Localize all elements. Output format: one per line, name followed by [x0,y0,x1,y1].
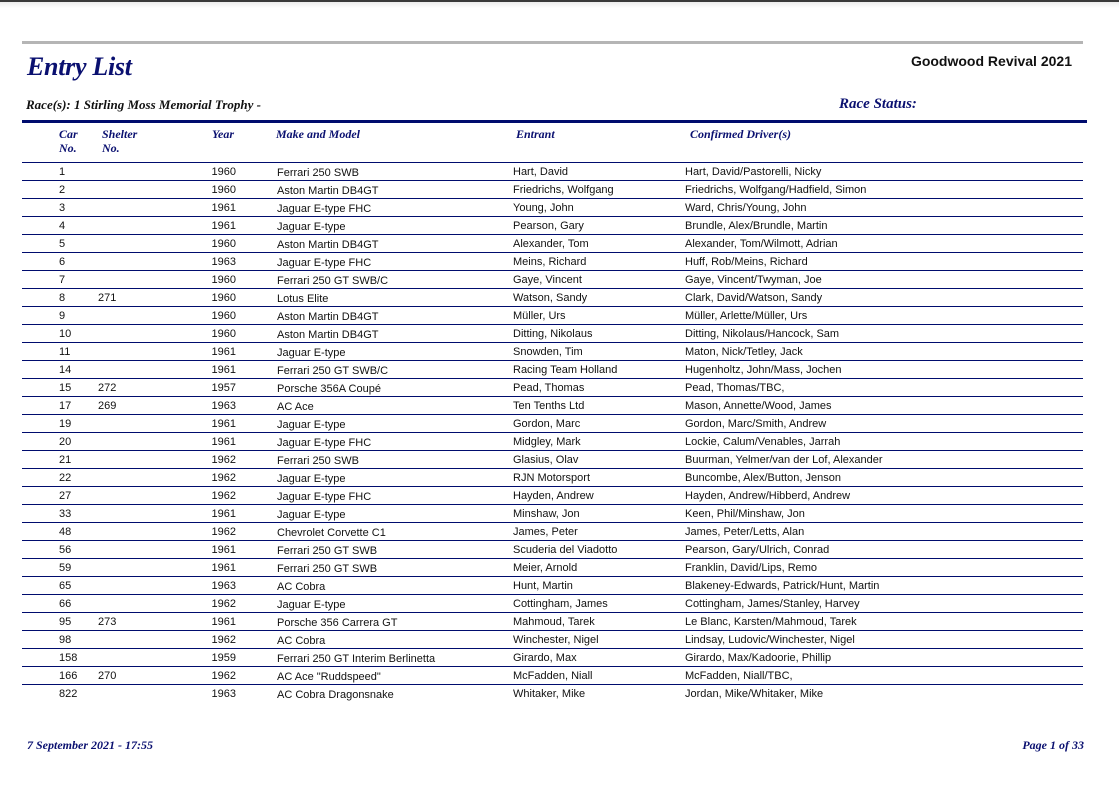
confirmed-drivers-cell: James, Peter/Letts, Alan [685,526,805,538]
car-number-cell: 2 [59,184,66,196]
confirmed-drivers-cell: Maton, Nick/Tetley, Jack [685,346,803,358]
make-model-cell: AC Ace [277,401,314,413]
car-number-cell: 19 [59,418,72,430]
year-cell: 1962 [211,454,236,466]
make-model-cell: Jaguar E-type [277,419,346,431]
confirmed-drivers-cell: McFadden, Niall/TBC, [685,670,793,682]
entrant-cell: Scuderia del Viadotto [513,544,618,556]
table-row [22,559,1083,577]
make-model-cell: Jaguar E-type FHC [277,257,372,269]
entrant-cell: Racing Team Holland [513,364,618,376]
entrant-cell: Hunt, Martin [513,580,573,592]
make-model-cell: Jaguar E-type [277,347,346,359]
table-row [22,163,1083,181]
year-cell: 1961 [211,544,236,556]
make-model-cell: Jaguar E-type [277,473,346,485]
table-row [22,487,1083,505]
shelter-number-cell: 270 [98,670,117,682]
car-number-cell: 20 [59,436,72,448]
table-row [22,433,1083,451]
car-number-cell: 22 [59,472,72,484]
confirmed-drivers-cell: Clark, David/Watson, Sandy [685,292,823,304]
column-header-entrant: Entrant [516,127,555,141]
race-name: Race(s): 1 Stirling Moss Memorial Trophy - [26,97,261,112]
car-number-cell: 166 [59,670,78,682]
make-model-cell: Ferrari 250 GT SWB/C [277,275,389,287]
entrant-cell: Meins, Richard [513,256,587,268]
year-cell: 1962 [211,490,236,502]
make-model-cell: AC Ace "Ruddspeed" [277,671,381,683]
car-number-cell: 8 [59,292,66,304]
make-model-cell: Jaguar E-type [277,221,346,233]
car-number-cell: 3 [59,202,66,214]
table-row [22,325,1083,343]
page-number: Page 1 of 33 [1022,738,1084,752]
year-cell: 1961 [211,418,236,430]
year-cell: 1961 [211,220,236,232]
year-cell: 1963 [211,580,236,592]
year-cell: 1960 [211,292,236,304]
make-model-cell: AC Cobra Dragonsnake [277,689,394,701]
confirmed-drivers-cell: Mason, Annette/Wood, James [685,400,832,412]
table-row [22,199,1083,217]
entrant-cell: Müller, Urs [513,310,566,322]
table-row [22,253,1083,271]
table-row [22,397,1083,415]
window-top-shadow [0,2,1119,8]
shelter-number-cell: 271 [98,292,117,304]
make-model-cell: Porsche 356A Coupé [277,383,381,395]
make-model-cell: Ferrari 250 GT SWB [277,563,378,575]
make-model-cell: Ferrari 250 GT SWB [277,545,378,557]
confirmed-drivers-cell: Pead, Thomas/TBC, [685,382,785,394]
entrant-cell: Ditting, Nikolaus [513,328,593,340]
table-row [22,667,1083,685]
car-number-cell: 10 [59,328,72,340]
entrant-cell: Winchester, Nigel [513,634,599,646]
entrant-cell: Gordon, Marc [513,418,581,430]
car-number-cell: 4 [59,220,66,232]
table-row [22,361,1083,379]
make-model-cell: Aston Martin DB4GT [277,239,379,251]
column-header-drivers: Confirmed Driver(s) [690,127,791,141]
confirmed-drivers-cell: Alexander, Tom/Wilmott, Adrian [685,238,838,250]
header-rule [22,41,1083,44]
table-row [22,469,1083,487]
car-number-cell: 11 [59,346,71,358]
year-cell: 1963 [211,688,236,700]
make-model-cell: Jaguar E-type [277,599,346,611]
entrant-cell: Friedrichs, Wolfgang [513,184,614,196]
table-row [22,271,1083,289]
confirmed-drivers-cell: Keen, Phil/Minshaw, Jon [685,508,805,520]
table-row [22,289,1083,307]
confirmed-drivers-cell: Lindsay, Ludovic/Winchester, Nigel [685,634,855,646]
confirmed-drivers-cell: Müller, Arlette/Müller, Urs [685,310,808,322]
confirmed-drivers-cell: Ward, Chris/Young, John [685,202,807,214]
confirmed-drivers-cell: Ditting, Nikolaus/Hancock, Sam [685,328,840,340]
entrant-cell: Gaye, Vincent [513,274,582,286]
make-model-cell: Aston Martin DB4GT [277,185,379,197]
table-row [22,523,1083,541]
table-row [22,649,1083,667]
make-model-cell: Ferrari 250 SWB [277,167,359,179]
year-cell: 1960 [211,184,236,196]
make-model-cell: Aston Martin DB4GT [277,311,379,323]
year-cell: 1961 [211,562,236,574]
entrant-cell: Pead, Thomas [513,382,585,394]
car-number-cell: 56 [59,544,72,556]
race-status-label: Race Status: [839,96,917,112]
confirmed-drivers-cell: Pearson, Gary/Ulrich, Conrad [685,544,830,556]
page-title: Entry List [27,52,132,81]
entrant-cell: Watson, Sandy [513,292,588,304]
year-cell: 1960 [211,310,236,322]
column-header-year: Year [212,127,234,141]
year-cell: 1963 [211,256,236,268]
print-timestamp: 7 September 2021 - 17:55 [27,738,153,752]
entrant-cell: Young, John [513,202,574,214]
car-number-cell: 6 [59,256,66,268]
year-cell: 1961 [211,616,236,628]
table-row [22,307,1083,325]
car-number-cell: 14 [59,364,72,376]
entrant-cell: Midgley, Mark [513,436,581,448]
confirmed-drivers-cell: Gordon, Marc/Smith, Andrew [685,418,827,430]
year-cell: 1962 [211,472,236,484]
car-number-cell: 48 [59,526,72,538]
year-cell: 1960 [211,166,236,178]
table-row [22,685,1083,703]
car-number-cell: 822 [59,688,78,700]
year-cell: 1961 [211,364,236,376]
make-model-cell: Jaguar E-type [277,509,346,521]
make-model-cell: Aston Martin DB4GT [277,329,379,341]
year-cell: 1961 [211,436,236,448]
confirmed-drivers-cell: Buurman, Yelmer/van der Lof, Alexander [685,454,883,466]
confirmed-drivers-cell: Brundle, Alex/Brundle, Martin [685,220,828,232]
confirmed-drivers-cell: Le Blanc, Karsten/Mahmoud, Tarek [685,616,857,628]
entrant-cell: Snowden, Tim [513,346,583,358]
car-number-cell: 65 [59,580,72,592]
confirmed-drivers-cell: Blakeney-Edwards, Patrick/Hunt, Martin [685,580,880,592]
table-row [22,235,1083,253]
entrant-cell: Girardo, Max [513,652,577,664]
year-cell: 1960 [211,238,236,250]
table-row [22,631,1083,649]
year-cell: 1961 [211,508,236,520]
year-cell: 1962 [211,526,236,538]
table-top-rule [22,120,1087,123]
table-row [22,415,1083,433]
year-cell: 1962 [211,634,236,646]
car-number-cell: 33 [59,508,72,520]
confirmed-drivers-cell: Huff, Rob/Meins, Richard [685,256,808,268]
entrant-cell: James, Peter [513,526,578,538]
shelter-number-cell: 269 [98,400,117,412]
car-number-cell: 1 [59,166,66,178]
column-header-shelter-no: Shelter No. [102,127,138,155]
entrant-cell: Minshaw, Jon [513,508,580,520]
table-row [22,379,1083,397]
year-cell: 1962 [211,598,236,610]
car-number-cell: 9 [59,310,66,322]
entrant-cell: McFadden, Niall [513,670,593,682]
make-model-cell: Ferrari 250 GT SWB/C [277,365,389,377]
make-model-cell: Jaguar E-type FHC [277,203,372,215]
entrant-cell: Alexander, Tom [513,238,589,250]
year-cell: 1960 [211,328,236,340]
make-model-cell: Lotus Elite [277,293,329,305]
confirmed-drivers-cell: Hart, David/Pastorelli, Nicky [685,166,822,178]
column-header-car-no: Car No. [59,127,78,155]
entrant-cell: RJN Motorsport [513,472,591,484]
confirmed-drivers-cell: Gaye, Vincent/Twyman, Joe [685,274,822,286]
table-row [22,343,1083,361]
make-model-cell: Porsche 356 Carrera GT [277,617,398,629]
car-number-cell: 15 [59,382,72,394]
confirmed-drivers-cell: Buncombe, Alex/Button, Jenson [685,472,841,484]
table-row [22,451,1083,469]
table-row [22,217,1083,235]
car-number-cell: 17 [59,400,72,412]
year-cell: 1963 [211,400,236,412]
shelter-number-cell: 273 [98,616,117,628]
make-model-cell: AC Cobra [277,635,326,647]
confirmed-drivers-cell: Jordan, Mike/Whitaker, Mike [685,688,824,700]
entrant-cell: Mahmoud, Tarek [513,616,595,628]
make-model-cell: Ferrari 250 GT Interim Berlinetta [277,653,436,665]
entrant-cell: Cottingham, James [513,598,608,610]
entrant-cell: Whitaker, Mike [513,688,586,700]
entrant-cell: Ten Tenths Ltd [513,400,585,412]
make-model-cell: Chevrolet Corvette C1 [277,527,386,539]
table-row [22,577,1083,595]
year-cell: 1959 [211,652,236,664]
confirmed-drivers-cell: Franklin, David/Lips, Remo [685,562,818,574]
event-name: Goodwood Revival 2021 [910,53,1072,69]
entrant-cell: Pearson, Gary [513,220,584,232]
shelter-number-cell: 272 [98,382,117,394]
car-number-cell: 98 [59,634,72,646]
car-number-cell: 21 [59,454,72,466]
table-row [22,505,1083,523]
make-model-cell: Ferrari 250 SWB [277,455,359,467]
confirmed-drivers-cell: Hugenholtz, John/Mass, Jochen [685,364,842,376]
table-row [22,595,1083,613]
car-number-cell: 158 [59,652,78,664]
car-number-cell: 95 [59,616,72,628]
car-number-cell: 7 [59,274,66,286]
year-cell: 1960 [211,274,236,286]
table-row [22,541,1083,559]
confirmed-drivers-cell: Hayden, Andrew/Hibberd, Andrew [685,490,851,502]
year-cell: 1962 [211,670,236,682]
year-cell: 1957 [211,382,236,394]
car-number-cell: 27 [59,490,72,502]
confirmed-drivers-cell: Friedrichs, Wolfgang/Hadfield, Simon [685,184,867,196]
entrant-cell: Hayden, Andrew [513,490,594,502]
confirmed-drivers-cell: Lockie, Calum/Venables, Jarrah [685,436,841,448]
table-row [22,181,1083,199]
column-header-make-model: Make and Model [276,127,360,141]
entrant-cell: Meier, Arnold [513,562,578,574]
entry-table [22,163,1083,703]
entrant-cell: Hart, David [513,166,569,178]
car-number-cell: 5 [59,238,66,250]
make-model-cell: AC Cobra [277,581,326,593]
confirmed-drivers-cell: Cottingham, James/Stanley, Harvey [685,598,860,610]
car-number-cell: 59 [59,562,72,574]
confirmed-drivers-cell: Girardo, Max/Kadoorie, Phillip [685,652,832,664]
entrant-cell: Glasius, Olav [513,454,579,466]
year-cell: 1961 [211,202,236,214]
make-model-cell: Jaguar E-type FHC [277,491,372,503]
table-row [22,613,1083,631]
make-model-cell: Jaguar E-type FHC [277,437,372,449]
year-cell: 1961 [211,346,236,358]
car-number-cell: 66 [59,598,72,610]
